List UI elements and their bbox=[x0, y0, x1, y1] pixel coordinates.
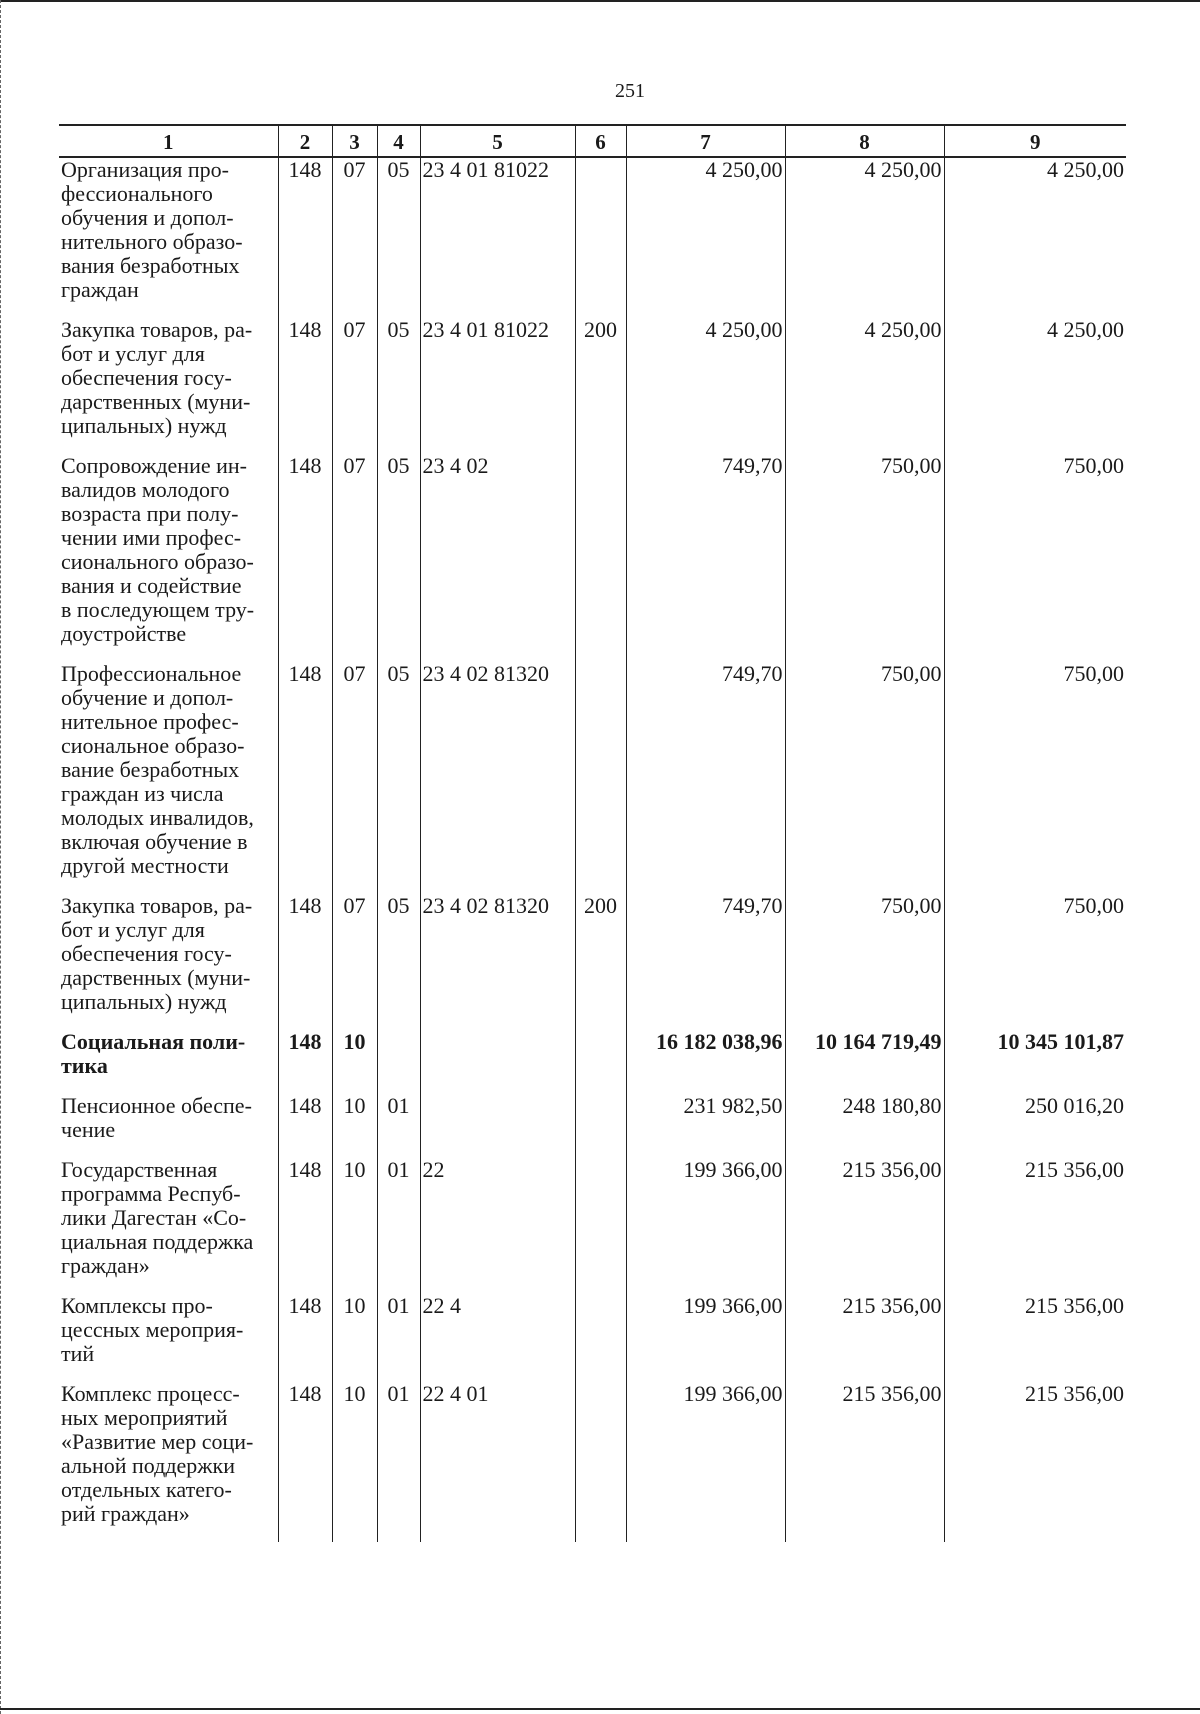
cell-section: 07 bbox=[332, 318, 377, 454]
cell-section: 10 bbox=[332, 1094, 377, 1158]
cell-target-article: 23 4 01 81022 bbox=[420, 157, 575, 318]
cell-chapter: 148 bbox=[278, 1382, 332, 1542]
cell-amount-year3: 215 356,00 bbox=[944, 1158, 1126, 1294]
cell-section: 07 bbox=[332, 662, 377, 894]
col-header: 3 bbox=[332, 125, 377, 157]
cell-subsection: 01 bbox=[377, 1382, 420, 1542]
row-name: Комплексы про- цессных мероприя- тий bbox=[61, 1293, 244, 1366]
row-name: Организация про- фессионального обучения и допол- нительного образо- вания безработных граждан bbox=[61, 157, 243, 302]
row-name: Социальная поли- тика bbox=[61, 1029, 246, 1078]
col-header: 2 bbox=[278, 125, 332, 157]
cell-chapter: 148 bbox=[278, 157, 332, 318]
cell-section: 07 bbox=[332, 894, 377, 1030]
page-left-edge bbox=[0, 0, 2, 1714]
cell-chapter: 148 bbox=[278, 1294, 332, 1382]
cell-section: 07 bbox=[332, 454, 377, 662]
row-name: Профессиональное обучение и допол- нительное профес- сиональное образо- вание безработных граждан из числа молодых инвалидов, включая обучение в другой местности bbox=[61, 661, 254, 878]
table-row bbox=[59, 1094, 1126, 1158]
col-header: 7 bbox=[626, 125, 785, 157]
table-row bbox=[59, 662, 1126, 894]
row-name: Закупка товаров, ра- бот и услуг для обеспечения госу- дарственных (муни- ципальных) нужд bbox=[61, 317, 253, 438]
row-name: Комплекс процесс- ных мероприятий «Развитие мер соци- альной поддержки отдельных катего- рий граждан» bbox=[61, 1381, 254, 1526]
cell-amount-year3: 4 250,00 bbox=[944, 157, 1126, 318]
table-row bbox=[59, 1382, 1126, 1542]
cell-amount-year1: 4 250,00 bbox=[626, 157, 785, 318]
cell-expense-type bbox=[575, 1382, 626, 1542]
col-header: 1 bbox=[59, 125, 278, 157]
cell-expense-type bbox=[575, 157, 626, 318]
cell-subsection: 05 bbox=[377, 157, 420, 318]
cell-amount-year2: 750,00 bbox=[785, 894, 944, 1030]
cell-target-article: 22 4 01 bbox=[420, 1382, 575, 1542]
cell-amount-year1: 4 250,00 bbox=[626, 318, 785, 454]
cell-section: 07 bbox=[332, 157, 377, 318]
cell-target-article: 23 4 02 81320 bbox=[420, 662, 575, 894]
header-row bbox=[59, 125, 1126, 157]
cell-amount-year3: 10 345 101,87 bbox=[944, 1030, 1126, 1094]
row-name: Закупка товаров, ра- бот и услуг для обеспечения госу- дарственных (муни- ципальных) нужд bbox=[61, 893, 253, 1014]
row-name: Государственная программа Респуб- лики Дагестан «Со- циальная поддержка граждан» bbox=[61, 1157, 254, 1278]
cell-amount-year1: 749,70 bbox=[626, 454, 785, 662]
cell-amount-year1: 749,70 bbox=[626, 894, 785, 1030]
cell-amount-year2: 215 356,00 bbox=[785, 1382, 944, 1542]
cell-target-article bbox=[420, 1094, 575, 1158]
cell-target-article bbox=[420, 1030, 575, 1094]
cell-amount-year1: 231 982,50 bbox=[626, 1094, 785, 1158]
cell-subsection bbox=[377, 1030, 420, 1094]
page-bottom-rule bbox=[0, 1708, 1200, 1710]
cell-amount-year3: 215 356,00 bbox=[944, 1294, 1126, 1382]
cell-subsection: 01 bbox=[377, 1094, 420, 1158]
cell-amount-year2: 215 356,00 bbox=[785, 1294, 944, 1382]
cell-amount-year2: 4 250,00 bbox=[785, 157, 944, 318]
col-header: 8 bbox=[785, 125, 944, 157]
table-row bbox=[59, 1294, 1126, 1382]
cell-chapter: 148 bbox=[278, 454, 332, 662]
cell-expense-type bbox=[575, 454, 626, 662]
cell-target-article: 22 bbox=[420, 1158, 575, 1294]
cell-chapter: 148 bbox=[278, 1094, 332, 1158]
cell-expense-type: 200 bbox=[575, 894, 626, 1030]
table-row bbox=[59, 1030, 1126, 1094]
table-row bbox=[59, 1158, 1126, 1294]
cell-expense-type bbox=[575, 1094, 626, 1158]
cell-expense-type bbox=[575, 1158, 626, 1294]
cell-chapter: 148 bbox=[278, 1158, 332, 1294]
cell-amount-year2: 4 250,00 bbox=[785, 318, 944, 454]
table-row bbox=[59, 454, 1126, 662]
cell-subsection: 05 bbox=[377, 454, 420, 662]
col-header: 5 bbox=[420, 125, 575, 157]
cell-amount-year2: 750,00 bbox=[785, 454, 944, 662]
budget-table bbox=[59, 124, 1126, 1542]
cell-amount-year1: 16 182 038,96 bbox=[626, 1030, 785, 1094]
cell-amount-year1: 199 366,00 bbox=[626, 1294, 785, 1382]
cell-amount-year2: 10 164 719,49 bbox=[785, 1030, 944, 1094]
cell-expense-type bbox=[575, 1030, 626, 1094]
cell-chapter: 148 bbox=[278, 662, 332, 894]
col-header: 9 bbox=[944, 125, 1126, 157]
cell-subsection: 01 bbox=[377, 1158, 420, 1294]
cell-amount-year3: 215 356,00 bbox=[944, 1382, 1126, 1542]
cell-chapter: 148 bbox=[278, 894, 332, 1030]
col-header: 6 bbox=[575, 125, 626, 157]
cell-amount-year3: 750,00 bbox=[944, 454, 1126, 662]
cell-amount-year2: 215 356,00 bbox=[785, 1158, 944, 1294]
page-number: 251 bbox=[615, 80, 645, 102]
table-row bbox=[59, 157, 1126, 318]
cell-subsection: 05 bbox=[377, 662, 420, 894]
cell-amount-year3: 750,00 bbox=[944, 662, 1126, 894]
cell-expense-type bbox=[575, 662, 626, 894]
cell-amount-year3: 750,00 bbox=[944, 894, 1126, 1030]
cell-target-article: 23 4 02 bbox=[420, 454, 575, 662]
table-row bbox=[59, 894, 1126, 1030]
page-top-rule bbox=[0, 0, 1200, 2]
cell-section: 10 bbox=[332, 1158, 377, 1294]
cell-amount-year2: 248 180,80 bbox=[785, 1094, 944, 1158]
row-name: Сопровождение ин- валидов молодого возраста при полу- чении ими профес- сионального образо- вания и содействие в последующем тру- доустройстве bbox=[61, 453, 255, 646]
cell-section: 10 bbox=[332, 1030, 377, 1094]
table-row bbox=[59, 318, 1126, 454]
cell-chapter: 148 bbox=[278, 318, 332, 454]
cell-amount-year1: 749,70 bbox=[626, 662, 785, 894]
cell-expense-type: 200 bbox=[575, 318, 626, 454]
cell-section: 10 bbox=[332, 1382, 377, 1542]
cell-section: 10 bbox=[332, 1294, 377, 1382]
cell-amount-year3: 4 250,00 bbox=[944, 318, 1126, 454]
cell-amount-year1: 199 366,00 bbox=[626, 1158, 785, 1294]
col-header: 4 bbox=[377, 125, 420, 157]
cell-amount-year3: 250 016,20 bbox=[944, 1094, 1126, 1158]
cell-amount-year1: 199 366,00 bbox=[626, 1382, 785, 1542]
cell-amount-year2: 750,00 bbox=[785, 662, 944, 894]
cell-subsection: 01 bbox=[377, 1294, 420, 1382]
cell-target-article: 23 4 01 81022 bbox=[420, 318, 575, 454]
row-name: Пенсионное обеспе- чение bbox=[61, 1093, 252, 1142]
cell-subsection: 05 bbox=[377, 318, 420, 454]
cell-chapter: 148 bbox=[278, 1030, 332, 1094]
cell-target-article: 22 4 bbox=[420, 1294, 575, 1382]
cell-expense-type bbox=[575, 1294, 626, 1382]
cell-target-article: 23 4 02 81320 bbox=[420, 894, 575, 1030]
cell-subsection: 05 bbox=[377, 894, 420, 1030]
